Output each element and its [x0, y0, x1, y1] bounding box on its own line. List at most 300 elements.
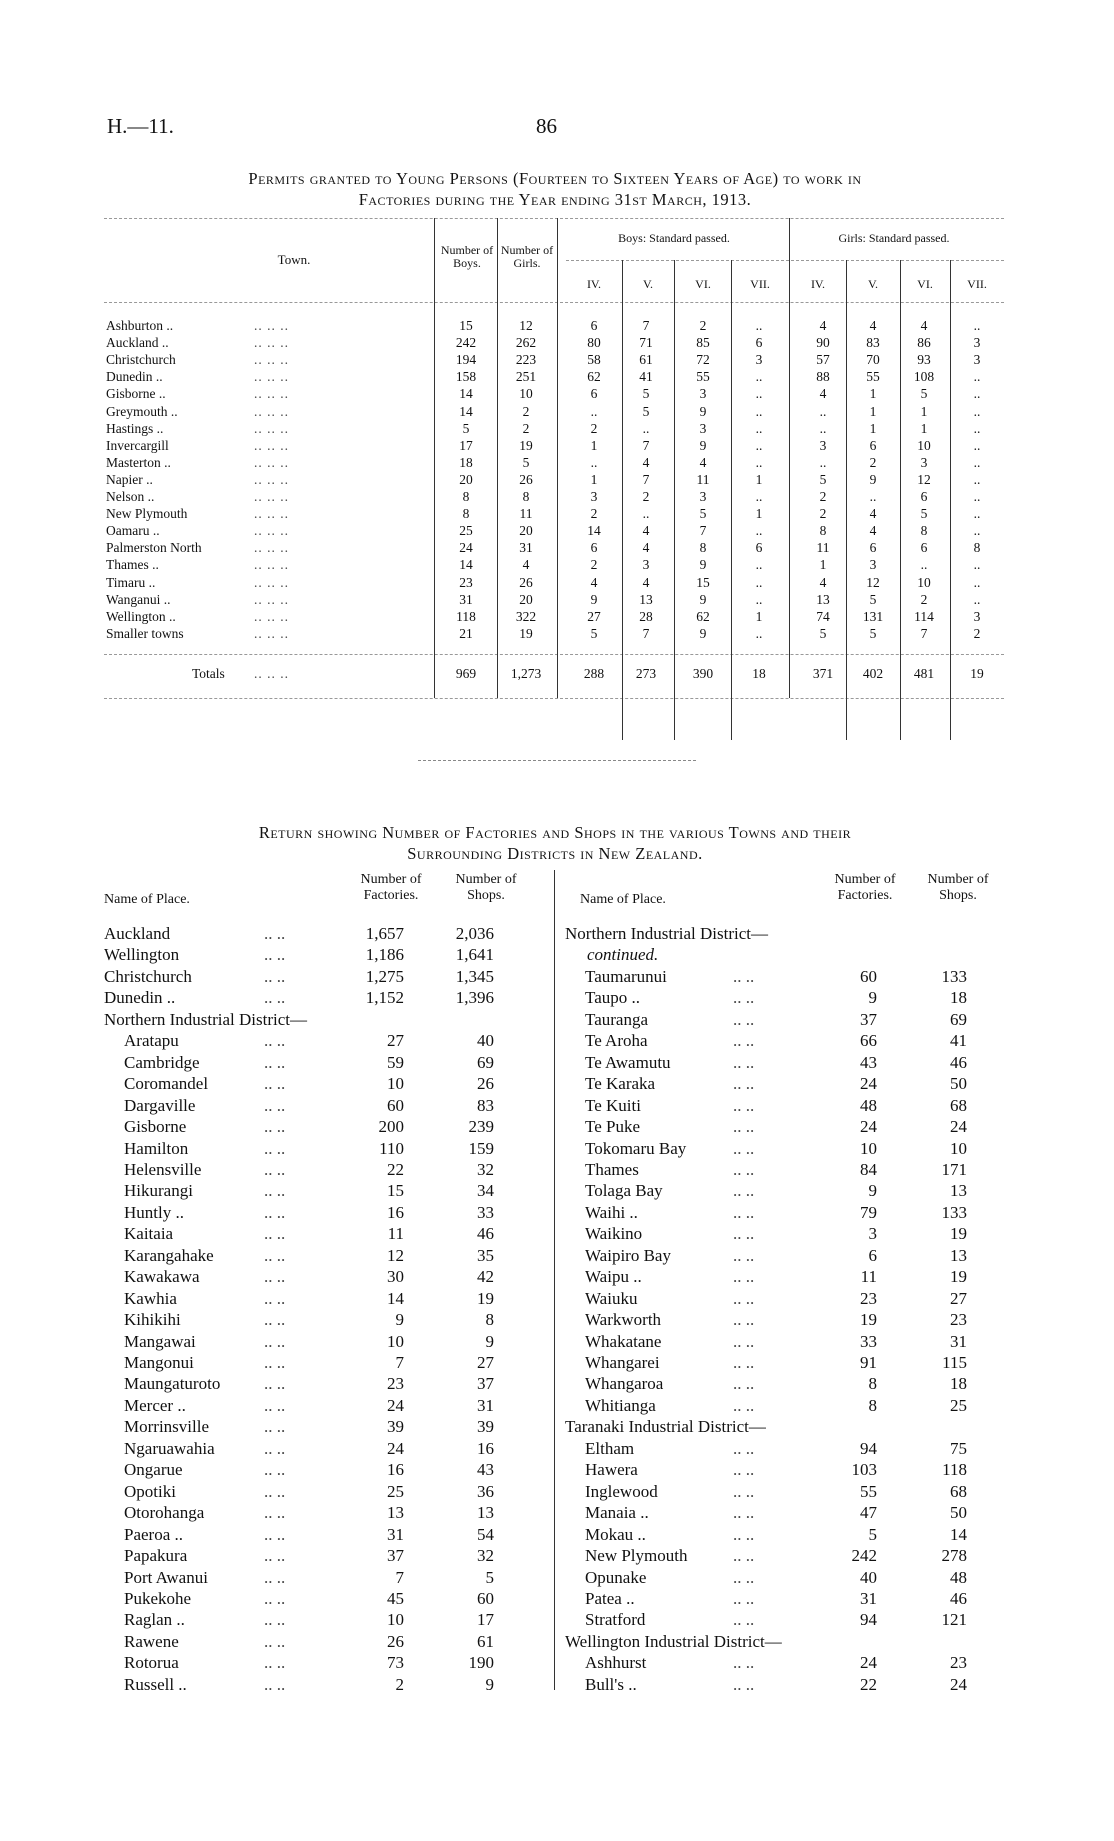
shops-count: 32	[477, 1159, 494, 1179]
leader-dots: .. ..	[264, 1117, 286, 1137]
table-cell: 6	[755, 335, 763, 351]
factories-count: 13	[387, 1503, 404, 1523]
factories-count: 60	[860, 966, 877, 986]
totals-cell: 273	[635, 666, 657, 681]
report-code: H.—11.	[107, 114, 174, 138]
list-item	[565, 1374, 1005, 1395]
place-name: Taumarunui	[585, 966, 667, 986]
totals-cell: 390	[692, 666, 714, 681]
place-name: Hikurangi	[124, 1181, 193, 1201]
list-item	[104, 1417, 544, 1438]
table-cell: 2	[522, 403, 530, 419]
factories-count: 31	[387, 1524, 404, 1544]
list-item	[565, 1246, 1005, 1267]
factories-count: 48	[860, 1095, 877, 1115]
table-cell: 8	[699, 540, 707, 556]
shops-count: 48	[950, 1567, 967, 1587]
shops-count: 23	[950, 1310, 967, 1330]
table-cell: 90	[816, 335, 830, 351]
table-cell: 1	[755, 608, 763, 624]
leader-dots: .. ..	[264, 1503, 286, 1523]
place-name: Ashhurst	[585, 1653, 647, 1673]
list-item	[104, 1610, 544, 1631]
table-cell: ..	[973, 403, 981, 419]
town-name: Wanganui ..	[106, 591, 171, 607]
factories-count: 19	[860, 1310, 877, 1330]
table-cell: ..	[973, 369, 981, 385]
list-item	[565, 1610, 1005, 1631]
table-cell: 9	[699, 437, 707, 453]
table-cell: ..	[973, 386, 981, 402]
table-cell: 20	[519, 591, 533, 607]
place-name: Papakura	[124, 1546, 188, 1566]
place-name: Mangawai	[124, 1331, 196, 1351]
leader-dots: .. ..	[733, 1052, 755, 1072]
leader-dots: .. ..	[733, 1074, 755, 1094]
list-item	[104, 1181, 544, 1202]
leader-dots: .. ..	[733, 1546, 755, 1566]
factories-count: 242	[851, 1546, 877, 1566]
factories-count: 26	[387, 1631, 404, 1651]
shops-count: 36	[477, 1481, 494, 1501]
place-name: Christchurch	[104, 966, 192, 986]
place-name: Ongarue	[124, 1460, 183, 1480]
table-cell: 4	[699, 454, 707, 470]
town-name: Christchurch	[106, 352, 176, 368]
list-item	[565, 1675, 1005, 1696]
list-item	[565, 1139, 1005, 1160]
table-cell: 15	[459, 318, 473, 333]
list-item	[565, 1181, 1005, 1202]
shops-count: 19	[950, 1224, 967, 1244]
permits-title-line2: Factories during the Year ending 31st March, 1913.	[358, 190, 752, 209]
list-item	[565, 945, 1005, 966]
table-cell: 8	[462, 506, 470, 522]
list-item	[104, 1353, 544, 1374]
table-cell: 21	[459, 625, 473, 641]
leader-dots: .. .. ..	[254, 471, 289, 487]
town-name: Napier ..	[106, 471, 153, 487]
leader-dots: .. ..	[733, 1245, 755, 1265]
table-cell: 1	[590, 437, 598, 453]
table-cell: ..	[590, 454, 598, 470]
list-item	[104, 1160, 544, 1181]
table-cell: 4	[869, 506, 877, 522]
factories-count: 45	[387, 1588, 404, 1608]
table-cell: 61	[639, 352, 653, 368]
leader-dots: .. ..	[733, 1224, 755, 1244]
column-divider	[554, 870, 555, 1690]
list-item	[565, 924, 1005, 945]
table-cell: 3	[590, 489, 598, 504]
factories-count: 40	[860, 1567, 877, 1587]
table-cell: ..	[973, 557, 981, 573]
leader-dots: .. .. ..	[254, 318, 289, 333]
factories-count: 43	[860, 1052, 877, 1072]
place-name: Gisborne	[124, 1117, 187, 1137]
place-name: Te Karaka	[585, 1074, 656, 1094]
shops-count: 31	[477, 1395, 494, 1415]
list-item	[104, 1267, 544, 1288]
factories-count: 5	[868, 1524, 877, 1544]
header-standard: V.	[642, 277, 654, 291]
place-name: Stratford	[585, 1610, 646, 1630]
list-item	[104, 1096, 544, 1117]
leader-dots: .. ..	[264, 1374, 286, 1394]
shops-count: 9	[485, 1331, 494, 1351]
place-name: Paeroa ..	[124, 1524, 184, 1544]
town-name: Dunedin ..	[106, 369, 163, 385]
leader-dots: .. ..	[733, 1438, 755, 1458]
factories-count: 11	[860, 1267, 877, 1287]
factories-count: 16	[387, 1202, 404, 1222]
place-name: Bull's ..	[585, 1674, 637, 1694]
table-cell: ..	[755, 386, 763, 402]
list-item	[565, 1096, 1005, 1117]
place-name: Te Kuiti	[585, 1095, 641, 1115]
table-cell: 8	[522, 489, 530, 504]
list-item	[104, 1439, 544, 1460]
table-cell: ..	[755, 454, 763, 470]
leader-dots: .. ..	[733, 1095, 755, 1115]
factories-count: 8	[868, 1395, 877, 1415]
factories-count: 60	[387, 1095, 404, 1115]
table-cell: 62	[696, 608, 710, 624]
table-cell: 223	[515, 352, 537, 368]
table-cell: ..	[973, 437, 981, 453]
table-cell: ..	[755, 369, 763, 385]
place-name: Maungaturoto	[124, 1374, 221, 1394]
table-cell: 3	[755, 352, 763, 368]
factories-count: 59	[387, 1052, 404, 1072]
leader-dots: .. .. ..	[254, 574, 289, 590]
shops-count: 23	[950, 1653, 967, 1673]
table-cell: 7	[920, 625, 928, 641]
shops-count: 278	[941, 1546, 967, 1566]
leader-dots: .. ..	[264, 1074, 286, 1094]
list-item	[104, 924, 544, 945]
shops-count: 9	[485, 1674, 494, 1694]
leader-dots: .. ..	[264, 1031, 286, 1051]
leader-dots: .. ..	[264, 1331, 286, 1351]
leader-dots: .. ..	[264, 1567, 286, 1587]
town-name: Smaller towns	[106, 625, 184, 641]
table-cell: 4	[522, 557, 530, 573]
list-item	[104, 1117, 544, 1138]
shops-count: 5	[485, 1567, 494, 1587]
place-name: Mangonui	[124, 1353, 194, 1372]
table-cell: 1	[920, 403, 928, 419]
shops-count: 133	[941, 1202, 967, 1222]
list-item	[104, 1374, 544, 1395]
leader-dots: .. ..	[264, 1181, 286, 1201]
table-cell: 5	[819, 471, 827, 487]
table-cell: 41	[639, 369, 653, 385]
table-cell: ..	[755, 574, 763, 590]
leader-dots: .. .. ..	[254, 386, 289, 402]
factories-count: 6	[868, 1245, 877, 1265]
table-cell: ..	[973, 506, 981, 522]
place-name: Te Awamutu	[585, 1052, 671, 1072]
shops-count: 1,641	[455, 945, 494, 965]
table-cell: 6	[869, 437, 877, 453]
table-cell: 7	[642, 437, 650, 453]
table-cell: 4	[642, 540, 650, 556]
leader-dots: .. ..	[264, 1202, 286, 1222]
town-name: Ashburton ..	[106, 318, 174, 333]
leader-dots: .. ..	[733, 966, 755, 986]
table-cell: 14	[459, 403, 473, 419]
table-cell: 1	[869, 403, 877, 419]
factories-count: 47	[860, 1503, 877, 1523]
leader-dots: .. ..	[264, 1310, 286, 1330]
shops-count: 1,345	[455, 966, 494, 986]
factories-count: 24	[860, 1117, 877, 1137]
table-cell: 13	[639, 591, 653, 607]
place-name: Mercer ..	[124, 1395, 186, 1415]
table-cell: 9	[869, 471, 877, 487]
list-item	[104, 1246, 544, 1267]
leader-dots: .. .. ..	[254, 608, 289, 624]
factories-count: 84	[860, 1159, 877, 1179]
factories-count: 9	[868, 1181, 877, 1201]
shops-count: 37	[477, 1374, 494, 1394]
shops-count: 31	[950, 1331, 967, 1351]
place-name: Waipiro Bay	[585, 1245, 671, 1265]
shops-count: 133	[941, 966, 967, 986]
table-cell: ..	[755, 403, 763, 419]
table-cell: ..	[590, 403, 598, 419]
town-name: Oamaru ..	[106, 523, 160, 539]
town-name: Invercargill	[106, 437, 169, 453]
shops-count: 50	[950, 1074, 967, 1094]
list-item	[565, 1417, 1005, 1438]
list-item	[104, 1203, 544, 1224]
leader-dots: .. ..	[733, 1310, 755, 1330]
factories-count: 1,657	[365, 924, 404, 943]
list-item	[104, 1482, 544, 1503]
list-item	[104, 1074, 544, 1095]
leader-dots: .. ..	[733, 988, 755, 1008]
list-item	[104, 1460, 544, 1481]
shops-count: 26	[477, 1074, 494, 1094]
factories-count: 3	[868, 1224, 877, 1244]
table-cell: 6	[755, 540, 763, 556]
leader-dots: .. .. ..	[254, 369, 289, 385]
place-name: Kawhia	[124, 1288, 177, 1308]
shops-count: 83	[477, 1095, 494, 1115]
list-item	[565, 1546, 1005, 1567]
shops-count: 43	[477, 1460, 494, 1480]
table-cell: 26	[519, 574, 533, 590]
factories-count: 2	[395, 1674, 404, 1694]
place-name: Wellington	[104, 945, 180, 965]
table-cell: 114	[914, 608, 934, 624]
leader-dots: .. ..	[264, 1631, 286, 1651]
place-name: Waipu ..	[585, 1267, 642, 1287]
list-item	[104, 1396, 544, 1417]
list-item	[104, 1010, 544, 1031]
shops-count: 46	[950, 1052, 967, 1072]
factories-count: 25	[387, 1481, 404, 1501]
table-cell: 7	[642, 625, 650, 641]
place-name: Te Puke	[585, 1117, 640, 1137]
factories-count: 31	[860, 1588, 877, 1608]
factories-count: 66	[860, 1031, 877, 1051]
header-girls-standard: Girls: Standard passed.	[838, 231, 950, 245]
shops-count: 33	[477, 1202, 494, 1222]
place-name: Otorohanga	[124, 1503, 205, 1523]
table-cell: 8	[819, 523, 827, 539]
list-item	[565, 1589, 1005, 1610]
place-name: Cambridge	[124, 1052, 200, 1072]
leader-dots: .. .. ..	[254, 454, 289, 470]
place-name: Rotorua	[124, 1653, 179, 1673]
leader-dots: .. ..	[733, 1009, 755, 1029]
list-item	[565, 1010, 1005, 1031]
table-cell: 2	[642, 489, 650, 504]
leader-dots: .. ..	[264, 1653, 286, 1673]
table-cell: 55	[696, 369, 710, 385]
leader-dots: .. ..	[264, 1481, 286, 1501]
place-name: Opunake	[585, 1567, 647, 1587]
table-cell: 4	[642, 454, 650, 470]
place-name: Te Aroha	[585, 1031, 648, 1051]
shops-count: 190	[468, 1653, 494, 1673]
factories-count: 27	[387, 1031, 404, 1051]
table-cell: 10	[917, 574, 931, 590]
totals-cell: 19	[970, 666, 984, 681]
shops-count: 239	[468, 1117, 494, 1137]
shops-count: 50	[950, 1503, 967, 1523]
shops-count: 41	[950, 1031, 967, 1051]
shops-count: 19	[477, 1288, 494, 1308]
table-cell: ..	[819, 454, 827, 470]
table-cell: 85	[696, 335, 710, 351]
leader-dots: .. ..	[733, 1288, 755, 1308]
table-cell: 8	[920, 523, 928, 539]
shops-count: 27	[950, 1288, 967, 1308]
factories-count: 91	[860, 1353, 877, 1372]
shops-count: 46	[950, 1588, 967, 1608]
table-cell: 262	[515, 335, 537, 351]
list-item	[104, 1031, 544, 1052]
town-name: Wellington ..	[106, 608, 176, 624]
table-cell: 3	[642, 557, 650, 573]
list-item	[104, 1525, 544, 1546]
list-item	[104, 1332, 544, 1353]
list-item	[104, 967, 544, 988]
table-cell: 18	[459, 454, 473, 470]
table-cell: 3	[973, 352, 981, 368]
shops-count: 14	[950, 1524, 967, 1544]
place-name: Waikino	[585, 1224, 643, 1244]
factories-count: 24	[860, 1074, 877, 1094]
shops-count: 32	[477, 1546, 494, 1566]
factories-count: 16	[387, 1460, 404, 1480]
leader-dots: .. ..	[264, 966, 286, 986]
place-name: Northern Industrial District—	[104, 1009, 308, 1029]
table-cell: ..	[755, 591, 763, 607]
shops-count: 75	[950, 1438, 967, 1458]
table-cell: 86	[917, 335, 931, 351]
factories-count: 10	[387, 1074, 404, 1094]
table-cell: 3	[920, 454, 928, 470]
leader-dots: .. .. ..	[254, 437, 289, 453]
place-name: Thames	[585, 1159, 639, 1179]
table-cell: 2	[590, 506, 598, 522]
table-cell: 3	[819, 437, 827, 453]
place-name: Port Awanui	[124, 1567, 208, 1587]
leader-dots: .. ..	[264, 1395, 286, 1415]
shops-count: 54	[477, 1524, 494, 1544]
factories-count: 24	[387, 1438, 404, 1458]
header-town: Town.	[277, 252, 311, 267]
factories-count: 103	[851, 1460, 877, 1480]
place-name: Manaia ..	[585, 1503, 649, 1523]
table-cell: 2	[920, 591, 928, 607]
leader-dots: .. ..	[733, 1031, 755, 1051]
table-cell: 74	[816, 608, 830, 624]
table-cell: ..	[869, 489, 877, 504]
header-boys: Number of Boys.	[440, 243, 494, 270]
town-name: Timaru ..	[106, 574, 156, 590]
leader-dots: .. ..	[733, 1674, 755, 1694]
table-cell: 6	[920, 489, 928, 504]
factories-count: 39	[387, 1417, 404, 1437]
table-cell: 6	[590, 386, 598, 402]
shops-count: 35	[477, 1245, 494, 1265]
list-item	[104, 1675, 544, 1696]
leader-dots: .. ..	[733, 1588, 755, 1608]
table-cell: 55	[866, 369, 880, 385]
town-name: New Plymouth	[106, 506, 188, 522]
table-cell: ..	[973, 489, 981, 504]
leader-dots: .. .. ..	[254, 557, 289, 573]
place-name: New Plymouth	[585, 1546, 688, 1566]
factories-count: 24	[860, 1653, 877, 1673]
table-cell: 7	[642, 471, 650, 487]
leader-dots: .. ..	[733, 1395, 755, 1415]
place-name: Kaitaia	[124, 1224, 174, 1244]
table-cell: 23	[459, 574, 473, 590]
list-item	[565, 1310, 1005, 1331]
place-name: Hamilton	[124, 1138, 189, 1158]
table-cell: 71	[639, 335, 653, 351]
leader-dots: .. ..	[733, 1353, 755, 1372]
table-cell: 5	[699, 506, 707, 522]
table-cell: 6	[590, 318, 598, 333]
table-cell: 242	[455, 335, 477, 351]
header-factories-right: Number of Factories.	[834, 872, 896, 903]
shops-count: 19	[950, 1267, 967, 1287]
table-cell: 3	[699, 420, 707, 436]
place-name: Morrinsville	[124, 1417, 209, 1437]
place-name: Taupo ..	[585, 988, 640, 1008]
list-item	[565, 1117, 1005, 1138]
leader-dots: .. ..	[733, 1159, 755, 1179]
table-cell: 158	[455, 369, 477, 385]
shops-count: 69	[477, 1052, 494, 1072]
shops-count: 171	[941, 1159, 967, 1179]
table-cell: 83	[866, 335, 880, 351]
factories-count: 23	[860, 1288, 877, 1308]
factories-count: 55	[860, 1481, 877, 1501]
table-cell: ..	[973, 591, 981, 607]
table-cell: 17	[459, 437, 473, 453]
shops-count: 40	[477, 1031, 494, 1051]
factories-count: 9	[395, 1310, 404, 1330]
